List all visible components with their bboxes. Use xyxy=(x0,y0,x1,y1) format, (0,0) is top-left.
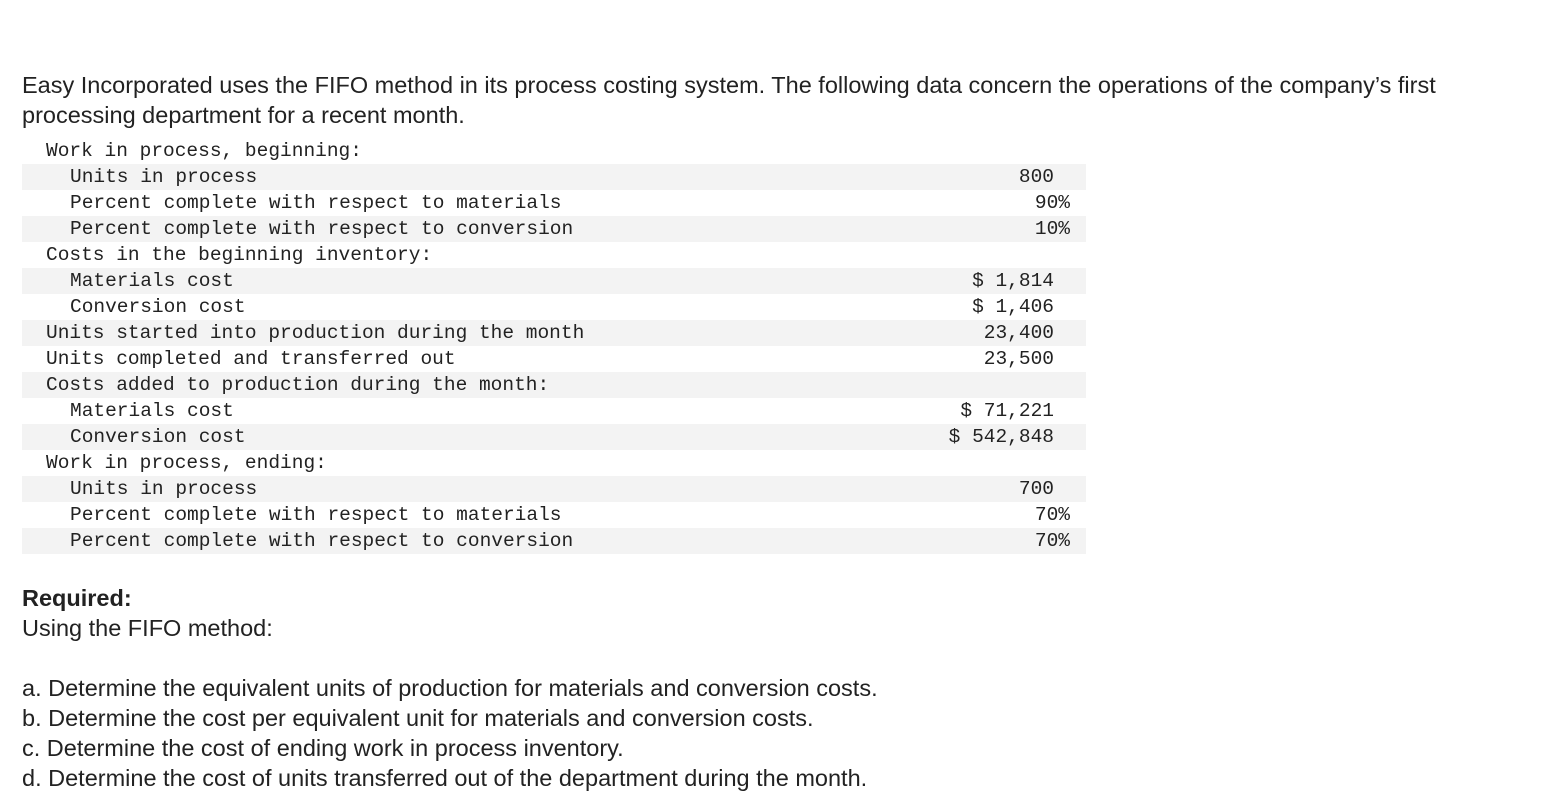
row-label: Conversion cost xyxy=(22,424,854,450)
row-label: Units started into production during the month xyxy=(22,320,854,346)
row-value: 23,400 xyxy=(854,320,1086,346)
table-row xyxy=(22,138,1086,164)
table-row xyxy=(22,450,1086,476)
table-row xyxy=(22,268,1086,294)
row-value xyxy=(854,372,1086,398)
row-label: Materials cost xyxy=(22,268,854,294)
row-value: $ 542,848 xyxy=(854,424,1086,450)
row-value: $ 1,814 xyxy=(854,268,1086,294)
row-label: Percent complete with respect to conversion xyxy=(22,216,854,242)
row-label: Percent complete with respect to conversion xyxy=(22,528,854,554)
row-label: Costs added to production during the month: xyxy=(22,372,854,398)
row-label: Materials cost xyxy=(70,400,234,422)
row-value: 10% xyxy=(854,216,1086,242)
problem-intro: Easy Incorporated uses the FIFO method in its process costing system. The following data concern the operations of the company’s first processing department for a recent month. xyxy=(22,71,1436,128)
table-row xyxy=(22,398,1086,424)
task-item-b: b. Determine the cost per equivalent unit for materials and conversion costs. xyxy=(22,705,814,731)
table-row xyxy=(22,372,1086,398)
row-value: 700 xyxy=(854,476,1086,502)
table-row xyxy=(22,424,1086,450)
data-table xyxy=(22,138,1086,554)
row-value xyxy=(854,450,1086,476)
table-row xyxy=(22,216,1086,242)
task-item-a: a. Determine the equivalent units of production for materials and conversion costs. xyxy=(22,675,878,701)
table-row xyxy=(22,242,1086,268)
table-row xyxy=(22,346,1086,372)
data-table-body xyxy=(22,138,1086,554)
required-subheading: Using the FIFO method: xyxy=(22,615,273,641)
table-row xyxy=(22,164,1086,190)
row-label: Work in process, ending: xyxy=(46,452,327,474)
row-value: 90% xyxy=(1034,192,1070,214)
row-label: Units completed and transferred out xyxy=(46,348,456,370)
row-value xyxy=(854,242,1086,268)
task-item-d: d. Determine the cost of units transferred out of the department during the month. xyxy=(22,765,868,791)
row-value: 800 xyxy=(854,164,1086,190)
row-label: Units in process xyxy=(22,476,854,502)
task-item-c: c. Determine the cost of ending work in process inventory. xyxy=(22,735,624,761)
row-value xyxy=(854,138,1086,164)
row-value: 70% xyxy=(854,528,1086,554)
task-list xyxy=(22,673,878,793)
table-row xyxy=(22,320,1086,346)
row-value: 70% xyxy=(1034,504,1070,526)
required-heading: Required: xyxy=(22,585,132,611)
table-row xyxy=(22,528,1086,554)
row-label: Work in process, beginning: xyxy=(46,140,362,162)
table-row xyxy=(22,190,1086,216)
row-value: $ 1,406 xyxy=(972,296,1054,318)
table-row xyxy=(22,502,1086,528)
table-row xyxy=(22,476,1086,502)
row-value: 23,500 xyxy=(983,348,1054,370)
table-row xyxy=(22,294,1086,320)
row-label: Units in process xyxy=(22,164,854,190)
row-label: Conversion cost xyxy=(70,296,246,318)
row-label: Percent complete with respect to materials xyxy=(70,504,562,526)
row-label: Costs in the beginning inventory: xyxy=(46,244,433,266)
row-label: Percent complete with respect to materials xyxy=(70,192,562,214)
row-value: $ 71,221 xyxy=(960,400,1054,422)
